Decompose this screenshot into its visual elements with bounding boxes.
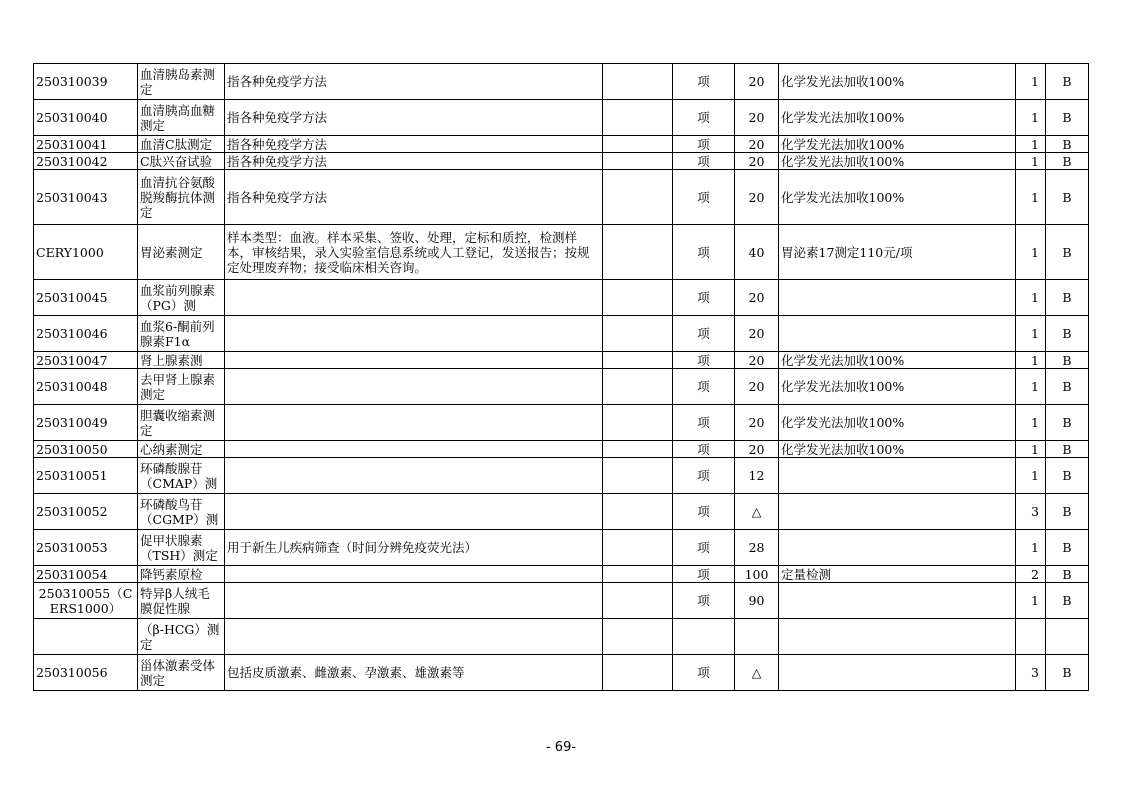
table-row bbox=[34, 225, 1089, 280]
item-name-cell: （β-HCG）测定 bbox=[138, 619, 225, 655]
item-content-cell: 指各种免疫学方法 bbox=[225, 64, 603, 100]
item-note-cell bbox=[779, 619, 1016, 655]
item-category-cell: B bbox=[1046, 352, 1089, 369]
item-category-cell: B bbox=[1046, 136, 1089, 153]
item-price-cell: 28 bbox=[735, 530, 779, 566]
item-level-cell: 1 bbox=[1016, 369, 1046, 405]
item-level-cell: 1 bbox=[1016, 280, 1046, 316]
item-note-cell: 化学发光法加收100% bbox=[779, 405, 1016, 441]
item-code-cell: 250310056 bbox=[34, 655, 138, 691]
table-row bbox=[34, 316, 1089, 352]
item-category-cell: B bbox=[1046, 64, 1089, 100]
item-name-cell: 血清抗谷氨酸脱羧酶抗体测定 bbox=[138, 170, 225, 225]
item-category-cell: B bbox=[1046, 170, 1089, 225]
item-price-cell: 40 bbox=[735, 225, 779, 280]
item-price-cell: 100 bbox=[735, 566, 779, 583]
item-exclusion-cell bbox=[603, 64, 673, 100]
item-note-cell: 定量检测 bbox=[779, 566, 1016, 583]
item-price-cell: 90 bbox=[735, 583, 779, 619]
item-level-cell: 1 bbox=[1016, 530, 1046, 566]
item-exclusion-cell bbox=[603, 566, 673, 583]
item-code-cell: CERY1000 bbox=[34, 225, 138, 280]
item-name-cell: 甾体激素受体测定 bbox=[138, 655, 225, 691]
item-unit-cell: 项 bbox=[673, 494, 735, 530]
item-exclusion-cell bbox=[603, 352, 673, 369]
item-content-cell bbox=[225, 566, 603, 583]
item-content-cell bbox=[225, 583, 603, 619]
item-content-cell: 样本类型：血液。样本采集、签收、处理，定标和质控，检测样本，审核结果，录入实验室信息系统或人工登记，发送报告；按规定处理废弃物；接受临床相关咨询。 bbox=[225, 225, 603, 280]
item-code-cell: 250310052 bbox=[34, 494, 138, 530]
table-row bbox=[34, 566, 1089, 583]
item-exclusion-cell bbox=[603, 280, 673, 316]
item-name-cell: 促甲状腺素（TSH）测定 bbox=[138, 530, 225, 566]
item-price-cell: 20 bbox=[735, 352, 779, 369]
table-row bbox=[34, 530, 1089, 566]
item-content-cell bbox=[225, 441, 603, 458]
item-level-cell: 1 bbox=[1016, 583, 1046, 619]
item-level-cell: 3 bbox=[1016, 655, 1046, 691]
item-unit-cell: 项 bbox=[673, 530, 735, 566]
item-code-cell bbox=[34, 619, 138, 655]
item-note-cell bbox=[779, 458, 1016, 494]
item-exclusion-cell bbox=[603, 530, 673, 566]
item-category-cell: B bbox=[1046, 655, 1089, 691]
item-price-cell: 20 bbox=[735, 316, 779, 352]
item-name-cell: 环磷酸鸟苷（CGMP）测 bbox=[138, 494, 225, 530]
table-row bbox=[34, 458, 1089, 494]
item-unit-cell: 项 bbox=[673, 225, 735, 280]
item-unit-cell: 项 bbox=[673, 280, 735, 316]
item-exclusion-cell bbox=[603, 225, 673, 280]
item-category-cell: B bbox=[1046, 225, 1089, 280]
item-category-cell: B bbox=[1046, 153, 1089, 170]
item-level-cell: 1 bbox=[1016, 136, 1046, 153]
item-exclusion-cell bbox=[603, 316, 673, 352]
item-price-cell: 20 bbox=[735, 369, 779, 405]
item-price-cell: 20 bbox=[735, 64, 779, 100]
item-unit-cell: 项 bbox=[673, 566, 735, 583]
item-note-cell bbox=[779, 583, 1016, 619]
item-name-cell: 血浆前列腺素（PG）测 bbox=[138, 280, 225, 316]
item-content-cell: 指各种免疫学方法 bbox=[225, 100, 603, 136]
item-content-cell bbox=[225, 405, 603, 441]
item-content-cell bbox=[225, 458, 603, 494]
item-category-cell bbox=[1046, 619, 1089, 655]
item-category-cell: B bbox=[1046, 100, 1089, 136]
item-code-cell: 250310042 bbox=[34, 153, 138, 170]
item-content-cell bbox=[225, 619, 603, 655]
item-level-cell bbox=[1016, 619, 1046, 655]
item-exclusion-cell bbox=[603, 619, 673, 655]
item-level-cell: 1 bbox=[1016, 153, 1046, 170]
item-code-cell: 250310043 bbox=[34, 170, 138, 225]
item-price-cell: 20 bbox=[735, 441, 779, 458]
table-row bbox=[34, 494, 1089, 530]
item-content-cell bbox=[225, 280, 603, 316]
item-note-cell: 化学发光法加收100% bbox=[779, 369, 1016, 405]
item-category-cell: B bbox=[1046, 530, 1089, 566]
item-unit-cell: 项 bbox=[673, 458, 735, 494]
item-price-cell: 20 bbox=[735, 280, 779, 316]
item-code-cell: 250310040 bbox=[34, 100, 138, 136]
item-code-cell: 250310055（CERS1000） bbox=[34, 583, 138, 619]
table-row bbox=[34, 280, 1089, 316]
item-price-cell: 20 bbox=[735, 170, 779, 225]
item-note-cell: 化学发光法加收100% bbox=[779, 64, 1016, 100]
table-row bbox=[34, 136, 1089, 153]
item-note-cell: 化学发光法加收100% bbox=[779, 136, 1016, 153]
price-table bbox=[33, 63, 1089, 691]
item-exclusion-cell bbox=[603, 458, 673, 494]
item-content-cell: 用于新生儿疾病筛查（时间分辨免疫荧光法） bbox=[225, 530, 603, 566]
item-level-cell: 1 bbox=[1016, 316, 1046, 352]
table-row bbox=[34, 369, 1089, 405]
item-exclusion-cell bbox=[603, 136, 673, 153]
item-unit-cell: 项 bbox=[673, 153, 735, 170]
item-code-cell: 250310049 bbox=[34, 405, 138, 441]
page-number: - 69- bbox=[545, 740, 577, 755]
table-row bbox=[34, 583, 1089, 619]
item-exclusion-cell bbox=[603, 100, 673, 136]
item-category-cell: B bbox=[1046, 441, 1089, 458]
item-content-cell bbox=[225, 352, 603, 369]
item-note-cell: 化学发光法加收100% bbox=[779, 441, 1016, 458]
item-price-cell: △ bbox=[735, 494, 779, 530]
item-note-cell bbox=[779, 655, 1016, 691]
item-level-cell: 1 bbox=[1016, 441, 1046, 458]
item-code-cell: 250310050 bbox=[34, 441, 138, 458]
item-exclusion-cell bbox=[603, 441, 673, 458]
item-exclusion-cell bbox=[603, 655, 673, 691]
item-unit-cell: 项 bbox=[673, 655, 735, 691]
item-category-cell: B bbox=[1046, 405, 1089, 441]
item-unit-cell: 项 bbox=[673, 64, 735, 100]
item-level-cell: 1 bbox=[1016, 352, 1046, 369]
item-exclusion-cell bbox=[603, 369, 673, 405]
table-row bbox=[34, 64, 1089, 100]
table-row bbox=[34, 655, 1089, 691]
item-exclusion-cell bbox=[603, 405, 673, 441]
item-unit-cell: 项 bbox=[673, 405, 735, 441]
item-code-cell: 250310045 bbox=[34, 280, 138, 316]
item-category-cell: B bbox=[1046, 494, 1089, 530]
item-exclusion-cell bbox=[603, 494, 673, 530]
table-row bbox=[34, 352, 1089, 369]
item-name-cell: 去甲肾上腺素测定 bbox=[138, 369, 225, 405]
item-level-cell: 1 bbox=[1016, 225, 1046, 280]
item-name-cell: 降钙素原检 bbox=[138, 566, 225, 583]
item-code-cell: 250310051 bbox=[34, 458, 138, 494]
item-price-cell bbox=[735, 619, 779, 655]
item-price-cell: 20 bbox=[735, 153, 779, 170]
item-code-cell: 250310047 bbox=[34, 352, 138, 369]
item-exclusion-cell bbox=[603, 153, 673, 170]
item-exclusion-cell bbox=[603, 170, 673, 225]
item-level-cell: 3 bbox=[1016, 494, 1046, 530]
item-name-cell: C肽兴奋试验 bbox=[138, 153, 225, 170]
item-price-cell: 20 bbox=[735, 405, 779, 441]
item-unit-cell: 项 bbox=[673, 583, 735, 619]
item-name-cell: 血清胰高血糖测定 bbox=[138, 100, 225, 136]
item-content-cell bbox=[225, 494, 603, 530]
item-unit-cell: 项 bbox=[673, 170, 735, 225]
item-level-cell: 1 bbox=[1016, 170, 1046, 225]
item-content-cell: 指各种免疫学方法 bbox=[225, 170, 603, 225]
item-code-cell: 250310054 bbox=[34, 566, 138, 583]
item-note-cell: 化学发光法加收100% bbox=[779, 100, 1016, 136]
item-level-cell: 2 bbox=[1016, 566, 1046, 583]
item-level-cell: 1 bbox=[1016, 100, 1046, 136]
item-content-cell: 包括皮质激素、雌激素、孕激素、雄激素等 bbox=[225, 655, 603, 691]
item-note-cell bbox=[779, 280, 1016, 316]
item-category-cell: B bbox=[1046, 458, 1089, 494]
item-name-cell: 环磷酸腺苷（CMAP）测 bbox=[138, 458, 225, 494]
item-note-cell bbox=[779, 494, 1016, 530]
item-level-cell: 1 bbox=[1016, 458, 1046, 494]
table-row bbox=[34, 619, 1089, 655]
item-exclusion-cell bbox=[603, 583, 673, 619]
item-price-cell: △ bbox=[735, 655, 779, 691]
item-content-cell: 指各种免疫学方法 bbox=[225, 153, 603, 170]
item-name-cell: 胃泌素测定 bbox=[138, 225, 225, 280]
item-category-cell: B bbox=[1046, 369, 1089, 405]
item-category-cell: B bbox=[1046, 280, 1089, 316]
item-unit-cell: 项 bbox=[673, 136, 735, 153]
item-unit-cell: 项 bbox=[673, 316, 735, 352]
item-note-cell bbox=[779, 316, 1016, 352]
item-category-cell: B bbox=[1046, 316, 1089, 352]
item-level-cell: 1 bbox=[1016, 64, 1046, 100]
item-note-cell bbox=[779, 530, 1016, 566]
item-price-cell: 20 bbox=[735, 136, 779, 153]
item-unit-cell: 项 bbox=[673, 100, 735, 136]
item-unit-cell bbox=[673, 619, 735, 655]
table-row bbox=[34, 441, 1089, 458]
item-code-cell: 250310053 bbox=[34, 530, 138, 566]
table-row bbox=[34, 170, 1089, 225]
table-row bbox=[34, 405, 1089, 441]
item-name-cell: 血清C肽测定 bbox=[138, 136, 225, 153]
item-name-cell: 肾上腺素测 bbox=[138, 352, 225, 369]
item-unit-cell: 项 bbox=[673, 441, 735, 458]
item-unit-cell: 项 bbox=[673, 369, 735, 405]
item-price-cell: 20 bbox=[735, 100, 779, 136]
item-note-cell: 胃泌素17测定110元/项 bbox=[779, 225, 1016, 280]
item-category-cell: B bbox=[1046, 583, 1089, 619]
item-name-cell: 血浆6-酮前列腺素F1α bbox=[138, 316, 225, 352]
item-content-cell: 指各种免疫学方法 bbox=[225, 136, 603, 153]
item-content-cell bbox=[225, 369, 603, 405]
item-level-cell: 1 bbox=[1016, 405, 1046, 441]
item-name-cell: 特异β人绒毛膜促性腺 bbox=[138, 583, 225, 619]
item-category-cell: B bbox=[1046, 566, 1089, 583]
item-name-cell: 血清胰岛素测定 bbox=[138, 64, 225, 100]
item-note-cell: 化学发光法加收100% bbox=[779, 170, 1016, 225]
item-name-cell: 胆囊收缩素测定 bbox=[138, 405, 225, 441]
table-row bbox=[34, 153, 1089, 170]
item-unit-cell: 项 bbox=[673, 352, 735, 369]
item-name-cell: 心纳素测定 bbox=[138, 441, 225, 458]
item-note-cell: 化学发光法加收100% bbox=[779, 352, 1016, 369]
item-note-cell: 化学发光法加收100% bbox=[779, 153, 1016, 170]
item-code-cell: 250310048 bbox=[34, 369, 138, 405]
item-code-cell: 250310039 bbox=[34, 64, 138, 100]
table-row bbox=[34, 100, 1089, 136]
item-code-cell: 250310041 bbox=[34, 136, 138, 153]
item-price-cell: 12 bbox=[735, 458, 779, 494]
item-content-cell bbox=[225, 316, 603, 352]
item-code-cell: 250310046 bbox=[34, 316, 138, 352]
